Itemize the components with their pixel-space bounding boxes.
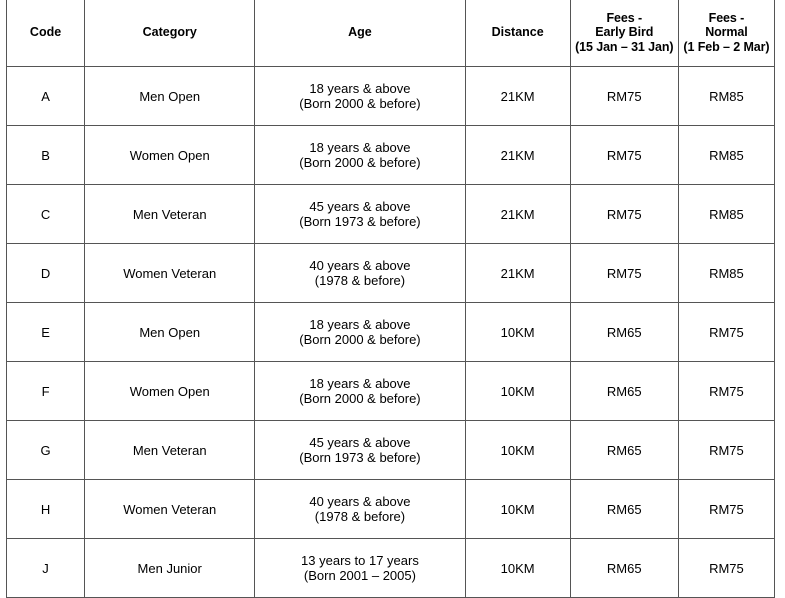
age-line1: 18 years & above bbox=[309, 376, 411, 391]
age-line1: 18 years & above bbox=[309, 317, 411, 332]
age-line2: (Born 1973 & before) bbox=[299, 450, 421, 465]
header-fees-normal bbox=[678, 0, 774, 67]
header-code: Code bbox=[7, 0, 85, 67]
cell-fee-normal: RM75 bbox=[678, 480, 774, 539]
cell-category: Men Junior bbox=[85, 539, 255, 598]
cell-age bbox=[255, 539, 465, 598]
cell-fee-early-bird: RM65 bbox=[570, 421, 678, 480]
age-line2: (Born 2000 & before) bbox=[299, 96, 421, 111]
age-line1: 40 years & above bbox=[309, 258, 411, 273]
cell-distance: 21KM bbox=[465, 244, 570, 303]
cell-age bbox=[255, 185, 465, 244]
age-line1: 45 years & above bbox=[309, 199, 411, 214]
cell-category: Women Open bbox=[85, 126, 255, 185]
cell-fee-normal: RM85 bbox=[678, 185, 774, 244]
cell-fee-early-bird: RM75 bbox=[570, 185, 678, 244]
table-row bbox=[7, 185, 775, 244]
table-row bbox=[7, 362, 775, 421]
cell-distance: 21KM bbox=[465, 126, 570, 185]
age-line1: 18 years & above bbox=[309, 81, 411, 96]
age-line1: 18 years & above bbox=[309, 140, 411, 155]
cell-code: J bbox=[7, 539, 85, 598]
cell-age bbox=[255, 126, 465, 185]
age-line2: (Born 1973 & before) bbox=[299, 214, 421, 229]
cell-distance: 10KM bbox=[465, 480, 570, 539]
header-fees-normal-line1: Fees - bbox=[708, 10, 745, 25]
cell-age bbox=[255, 480, 465, 539]
cell-age bbox=[255, 362, 465, 421]
cell-code: F bbox=[7, 362, 85, 421]
cell-fee-early-bird: RM65 bbox=[570, 362, 678, 421]
cell-category: Men Open bbox=[85, 67, 255, 126]
header-fees-normal-line2: Normal bbox=[705, 25, 748, 40]
cell-code: A bbox=[7, 67, 85, 126]
table-row bbox=[7, 67, 775, 126]
header-fees-normal-line3: (1 Feb – 2 Mar) bbox=[683, 39, 770, 54]
age-line2: (Born 2000 & before) bbox=[299, 155, 421, 170]
cell-fee-normal: RM85 bbox=[678, 126, 774, 185]
cell-distance: 21KM bbox=[465, 67, 570, 126]
cell-code: C bbox=[7, 185, 85, 244]
cell-code: E bbox=[7, 303, 85, 362]
cell-distance: 10KM bbox=[465, 539, 570, 598]
age-line1: 13 years to 17 years bbox=[301, 553, 419, 568]
cell-fee-early-bird: RM75 bbox=[570, 67, 678, 126]
age-line2: (1978 & before) bbox=[314, 273, 406, 288]
table-body bbox=[7, 67, 775, 598]
header-fees-early-bird bbox=[570, 0, 678, 67]
table-row bbox=[7, 244, 775, 303]
age-line2: (Born 2001 – 2005) bbox=[303, 568, 416, 583]
cell-distance: 10KM bbox=[465, 421, 570, 480]
cell-fee-normal: RM85 bbox=[678, 244, 774, 303]
cell-fee-normal: RM75 bbox=[678, 421, 774, 480]
cell-fee-normal: RM75 bbox=[678, 303, 774, 362]
cell-fee-normal: RM75 bbox=[678, 362, 774, 421]
cell-fee-normal: RM75 bbox=[678, 539, 774, 598]
cell-distance: 10KM bbox=[465, 303, 570, 362]
table-row bbox=[7, 126, 775, 185]
header-fees-early-line2: Early Bird bbox=[595, 25, 654, 40]
cell-fee-early-bird: RM65 bbox=[570, 480, 678, 539]
cell-fee-early-bird: RM65 bbox=[570, 303, 678, 362]
cell-age bbox=[255, 244, 465, 303]
header-fees-early-line3: (15 Jan – 31 Jan) bbox=[575, 39, 674, 54]
cell-code: B bbox=[7, 126, 85, 185]
header-distance: Distance bbox=[465, 0, 570, 67]
cell-distance: 10KM bbox=[465, 362, 570, 421]
cell-age bbox=[255, 303, 465, 362]
age-line2: (1978 & before) bbox=[314, 509, 406, 524]
table-row bbox=[7, 303, 775, 362]
cell-code: H bbox=[7, 480, 85, 539]
table-row bbox=[7, 480, 775, 539]
cell-code: D bbox=[7, 244, 85, 303]
fees-table bbox=[6, 0, 775, 598]
cell-fee-early-bird: RM75 bbox=[570, 126, 678, 185]
header-category: Category bbox=[85, 0, 255, 67]
cell-age bbox=[255, 421, 465, 480]
table-header bbox=[7, 0, 775, 67]
cell-fee-early-bird: RM75 bbox=[570, 244, 678, 303]
cell-category: Women Open bbox=[85, 362, 255, 421]
header-row bbox=[7, 0, 775, 67]
age-line1: 45 years & above bbox=[309, 435, 411, 450]
table-row bbox=[7, 539, 775, 598]
age-line2: (Born 2000 & before) bbox=[299, 332, 421, 347]
cell-distance: 21KM bbox=[465, 185, 570, 244]
cell-category: Women Veteran bbox=[85, 244, 255, 303]
cell-category: Women Veteran bbox=[85, 480, 255, 539]
header-fees-early-line1: Fees - bbox=[606, 10, 643, 25]
cell-category: Men Open bbox=[85, 303, 255, 362]
cell-age bbox=[255, 67, 465, 126]
cell-fee-early-bird: RM65 bbox=[570, 539, 678, 598]
cell-code: G bbox=[7, 421, 85, 480]
cell-category: Men Veteran bbox=[85, 421, 255, 480]
header-age: Age bbox=[255, 0, 465, 67]
table-row bbox=[7, 421, 775, 480]
age-line1: 40 years & above bbox=[309, 494, 411, 509]
cell-category: Men Veteran bbox=[85, 185, 255, 244]
age-line2: (Born 2000 & before) bbox=[299, 391, 421, 406]
cell-fee-normal: RM85 bbox=[678, 67, 774, 126]
